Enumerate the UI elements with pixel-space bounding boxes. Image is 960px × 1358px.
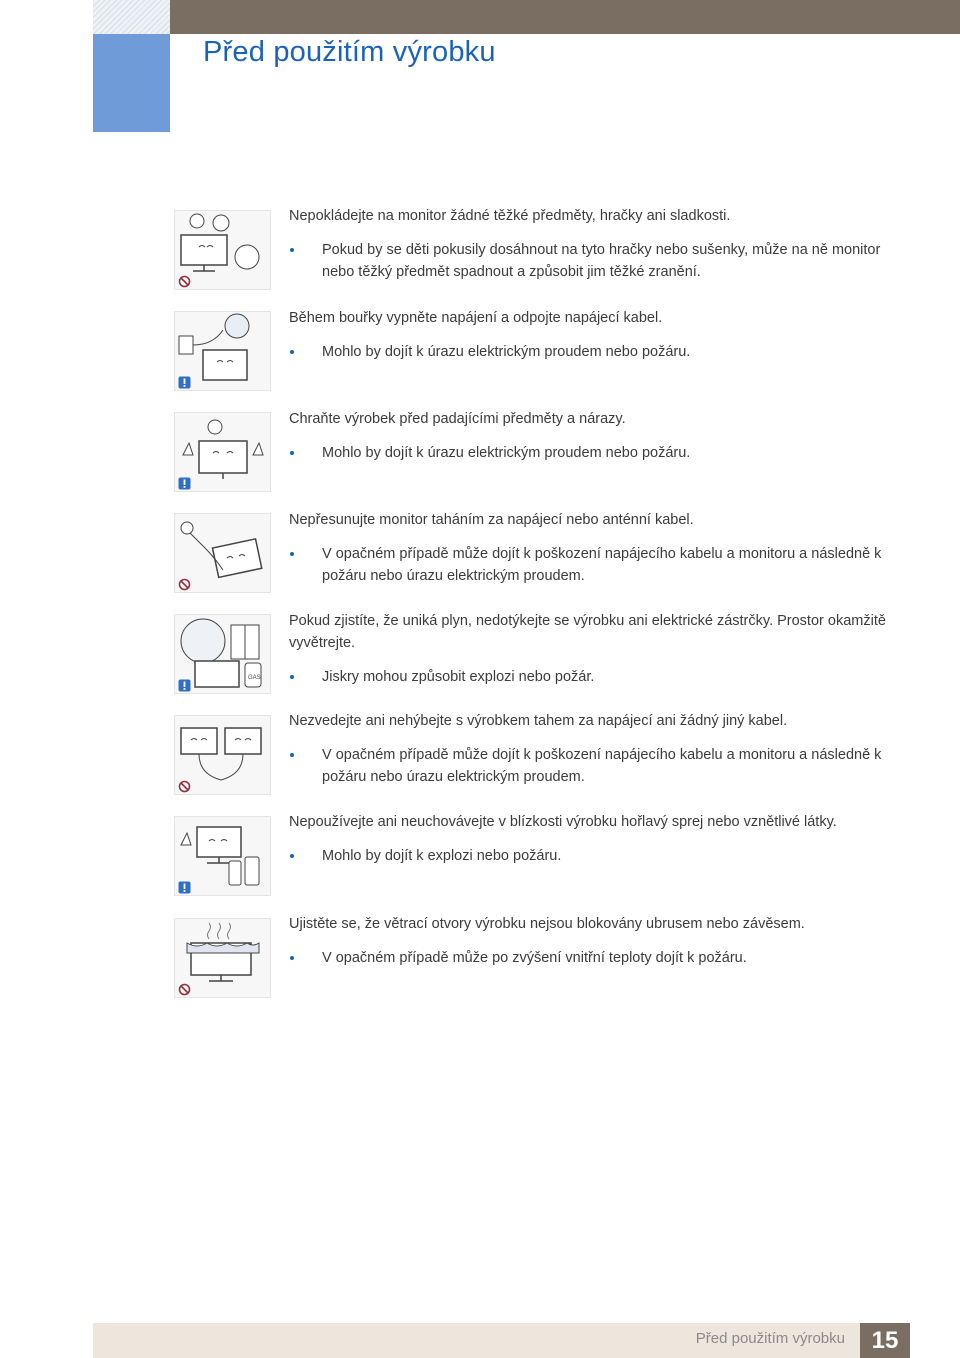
bullet-text: V opačném případě může dojít k poškození napájecího kabelu a monitoru a následně k požáru nebo úrazu elektrickým proudem. <box>322 747 882 785</box>
header-bar <box>170 0 960 34</box>
prohibited-icon <box>178 578 191 591</box>
section-heavy-objects <box>289 205 889 283</box>
illustration-blocked-vents <box>174 918 271 998</box>
bullet-text: V opačném případě může dojít k poškození napájecího kabelu a monitoru a následně k požáru nebo úrazu elektrickým proudem. <box>322 546 882 584</box>
warning-icon <box>178 679 191 692</box>
illustration-flammable-spray <box>174 816 271 896</box>
bullet-text: V opačném případě může po zvýšení vnitřní teploty dojít k požáru. <box>322 950 747 966</box>
bullet-text: Mohlo by dojít k úrazu elektrickým proudem nebo požáru. <box>322 344 691 360</box>
warning-icon <box>178 376 191 389</box>
bullet-dot <box>290 753 294 757</box>
bullet-dot <box>290 552 294 556</box>
section-main-text: Nepoužívejte ani neuchovávejte v blízkosti výrobku hořlavý sprej nebo vznětlivé látky. <box>289 814 837 830</box>
section-main-text: Ujistěte se, že větrací otvory výrobku nejsou blokovány ubrusem nebo závěsem. <box>289 916 805 932</box>
page-number: 15 <box>860 1323 910 1358</box>
section-gas-leak <box>289 610 889 688</box>
bullet-dot <box>290 854 294 858</box>
prohibited-icon <box>178 275 191 288</box>
bullet-dot <box>290 350 294 354</box>
section-main-text: Během bouřky vypněte napájení a odpojte napájecí kabel. <box>289 310 663 326</box>
section-bullet <box>289 341 889 363</box>
section-bullet <box>289 845 889 867</box>
section-bullet <box>289 947 889 969</box>
page-title: Před použitím výrobku <box>203 36 496 68</box>
bullet-text: Pokud by se děti pokusily dosáhnout na tyto hračky nebo sušenky, může na ně monitor nebo těžký předmět spadnout a způsobit jim těžké zranění. <box>322 242 881 280</box>
chapter-tab <box>93 34 170 132</box>
gas-label: GAS <box>248 675 261 681</box>
section-bullet <box>289 442 889 464</box>
illustration-storm-unplug <box>174 311 271 391</box>
warning-icon <box>178 881 191 894</box>
section-main-text: Pokud zjistíte, že uniká plyn, nedotýkejte se výrobku ani elektrické zástrčky. Prostor okamžitě vyvětrejte. <box>289 613 886 651</box>
bullet-dot <box>290 956 294 960</box>
section-bullet <box>289 543 889 587</box>
section-main-text: Nezvedejte ani nehýbejte s výrobkem tahem za napájecí ani žádný jiný kabel. <box>289 713 788 729</box>
section-pull-cable <box>289 509 889 587</box>
section-main-text: Nepokládejte na monitor žádné těžké předměty, hračky ani sladkosti. <box>289 208 731 224</box>
bullet-dot <box>290 675 294 679</box>
section-storm <box>289 307 889 363</box>
footer-chapter-label: Před použitím výrobku <box>695 1330 845 1347</box>
bullet-text: Jiskry mohou způsobit explozi nebo požár. <box>322 669 595 685</box>
section-blocked-vents <box>289 913 889 969</box>
prohibited-icon <box>178 780 191 793</box>
section-bullet <box>289 744 889 788</box>
prohibited-icon <box>178 983 191 996</box>
illustration-heavy-objects <box>174 210 271 290</box>
header-hatch <box>93 0 170 34</box>
bullet-dot <box>290 451 294 455</box>
illustration-falling-objects <box>174 412 271 492</box>
section-bullet <box>289 239 889 283</box>
illustration-gas-leak <box>174 614 271 694</box>
warning-icon <box>178 477 191 490</box>
bullet-text: Mohlo by dojít k explozi nebo požáru. <box>322 848 562 864</box>
section-lift-by-cable <box>289 710 889 788</box>
illustration-pull-cable <box>174 513 271 593</box>
bullet-dot <box>290 248 294 252</box>
section-flammable-spray <box>289 811 889 867</box>
section-bullet <box>289 666 889 688</box>
bullet-text: Mohlo by dojít k úrazu elektrickým proudem nebo požáru. <box>322 445 691 461</box>
section-main-text: Nepřesunujte monitor taháním za napájecí nebo anténní kabel. <box>289 512 694 528</box>
illustration-lift-by-cable <box>174 715 271 795</box>
section-falling-objects <box>289 408 889 464</box>
section-main-text: Chraňte výrobek před padajícími předměty a nárazy. <box>289 411 626 427</box>
